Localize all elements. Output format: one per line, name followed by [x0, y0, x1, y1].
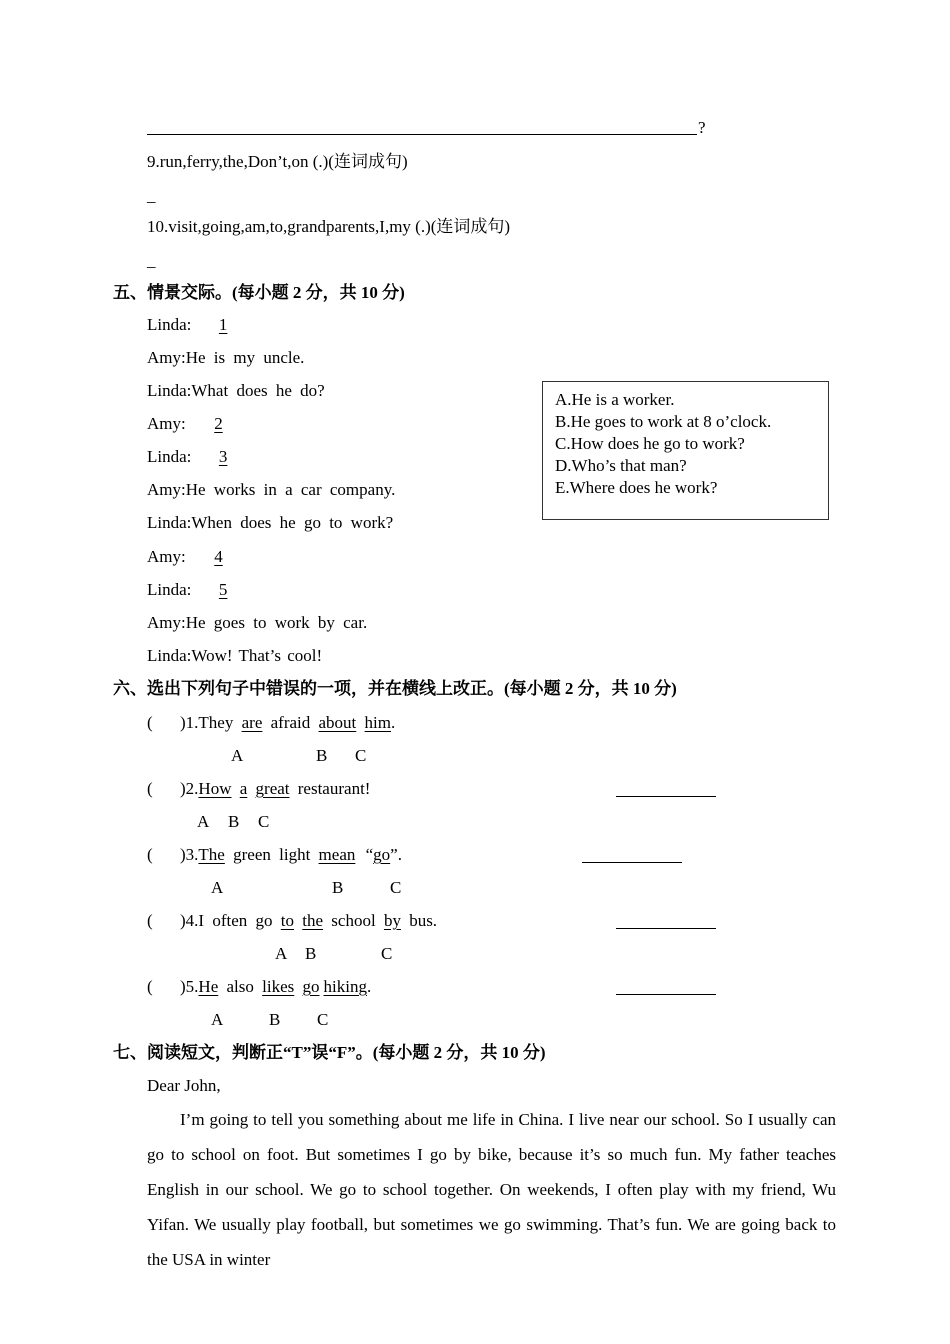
option-b: B.He goes to work at 8 o’clock. — [555, 412, 772, 431]
dialogue-blank-5[interactable]: 5 — [218, 580, 228, 599]
correction-line-2[interactable] — [616, 796, 716, 797]
dialogue-line: Linda:What does he do? — [147, 381, 325, 400]
passage-paragraph: I’m going to tell you something about me life in China. I live near our school. So I usually can go to school on foot. But sometimes I go by bike, because it’s so much fun. My father teaches English in our school. We go to school together. On weekends, I often play with my friend, Wu Yifan. We usually play football, but sometimes we go swimming. That’s fun. We are going back to the USA in winter — [147, 1110, 836, 1269]
paren-open: ( — [147, 911, 153, 930]
option-label-a: A — [197, 812, 210, 831]
section-7-heading: 七、阅读短文，判断正“T”误“F”。(每小题 2 分，共 10 分) — [113, 1043, 546, 1062]
option-label-b: B — [269, 1010, 281, 1029]
error-item-1: )1.They are afraid about him. — [180, 713, 396, 732]
option-label-b: B — [228, 812, 240, 831]
option-label-a: A — [211, 1010, 224, 1029]
section-5-heading: 五、情景交际。(每小题 2 分，共 10 分) — [113, 283, 405, 302]
option-label-a: A — [211, 878, 224, 897]
correction-line-4[interactable] — [616, 928, 716, 929]
option-label-b: B — [316, 746, 328, 765]
error-item-5: )5.He also likes go hiking. — [180, 977, 372, 996]
paren-open: ( — [147, 977, 153, 996]
paren-open: ( — [147, 845, 153, 864]
answer-slot-5[interactable] — [154, 977, 180, 997]
option-label-b: B — [332, 878, 344, 897]
option-label-c: C — [381, 944, 393, 963]
paren-open: ( — [147, 779, 153, 798]
answer-blank-q9[interactable]: _ — [147, 186, 156, 205]
dialogue-line: Amy:He works in a car company. — [147, 480, 396, 499]
dialogue-blank-3[interactable]: 3 — [218, 447, 228, 466]
error-item-3: )3.The green light mean “go”. — [180, 845, 402, 864]
answer-line-q8[interactable] — [147, 134, 697, 135]
question-9: 9.run,ferry,the,Don’t,on (.)(连词成句) — [147, 152, 408, 171]
correction-line-5[interactable] — [616, 994, 716, 995]
letter-greeting: Dear John, — [147, 1076, 221, 1095]
dialogue-line: Amy:He is my uncle. — [147, 348, 305, 367]
answer-slot-1[interactable] — [154, 713, 180, 733]
error-item-2: )2.How a great restaurant! — [180, 779, 371, 798]
dialogue-blank-1[interactable]: 1 — [218, 315, 228, 334]
answer-slot-2[interactable] — [154, 779, 180, 799]
dialogue-line: Linda: 5 — [147, 580, 228, 599]
answer-slot-4[interactable] — [154, 911, 180, 931]
option-label-a: A — [231, 746, 244, 765]
dialogue-blank-2[interactable]: 2 — [214, 414, 223, 433]
option-e: E.Where does he work? — [555, 478, 718, 497]
options-box — [542, 381, 829, 520]
option-label-c: C — [355, 746, 367, 765]
q8-end-mark: ? — [698, 118, 706, 137]
dialogue-blank-4[interactable]: 4 — [214, 547, 223, 566]
dialogue-line: Linda: 3 — [147, 447, 228, 466]
question-10: 10.visit,going,am,to,grandparents,I,my (.)(连词成句) — [147, 217, 511, 236]
answer-blank-q10[interactable]: _ — [147, 251, 156, 270]
dialogue-line: Amy: 4 — [147, 547, 223, 566]
option-d: D.Who’s that man? — [555, 456, 687, 475]
dialogue-line: Amy: 2 — [147, 414, 223, 433]
option-label-c: C — [258, 812, 270, 831]
error-item-4: )4.I often go to the school by bus. — [180, 911, 438, 930]
correction-line-3[interactable] — [582, 862, 682, 863]
dialogue-line: Amy:He goes to work by car. — [147, 613, 368, 632]
option-a: A.He is a worker. — [555, 390, 675, 409]
dialogue-line: Linda: 1 — [147, 315, 228, 334]
dialogue-line: Linda:Wow! That’s cool! — [147, 646, 323, 665]
option-label-c: C — [317, 1010, 329, 1029]
option-label-c: C — [390, 878, 402, 897]
option-label-a: A — [275, 944, 288, 963]
dialogue-line: Linda:When does he go to work? — [147, 513, 394, 532]
option-label-b: B — [305, 944, 317, 963]
option-c: C.How does he go to work? — [555, 434, 745, 453]
section-6-heading: 六、选出下列句子中错误的一项，并在横线上改正。(每小题 2 分，共 10 分) — [113, 679, 677, 698]
reading-passage — [147, 1102, 836, 1277]
answer-slot-3[interactable] — [154, 845, 180, 865]
paren-open: ( — [147, 713, 153, 732]
